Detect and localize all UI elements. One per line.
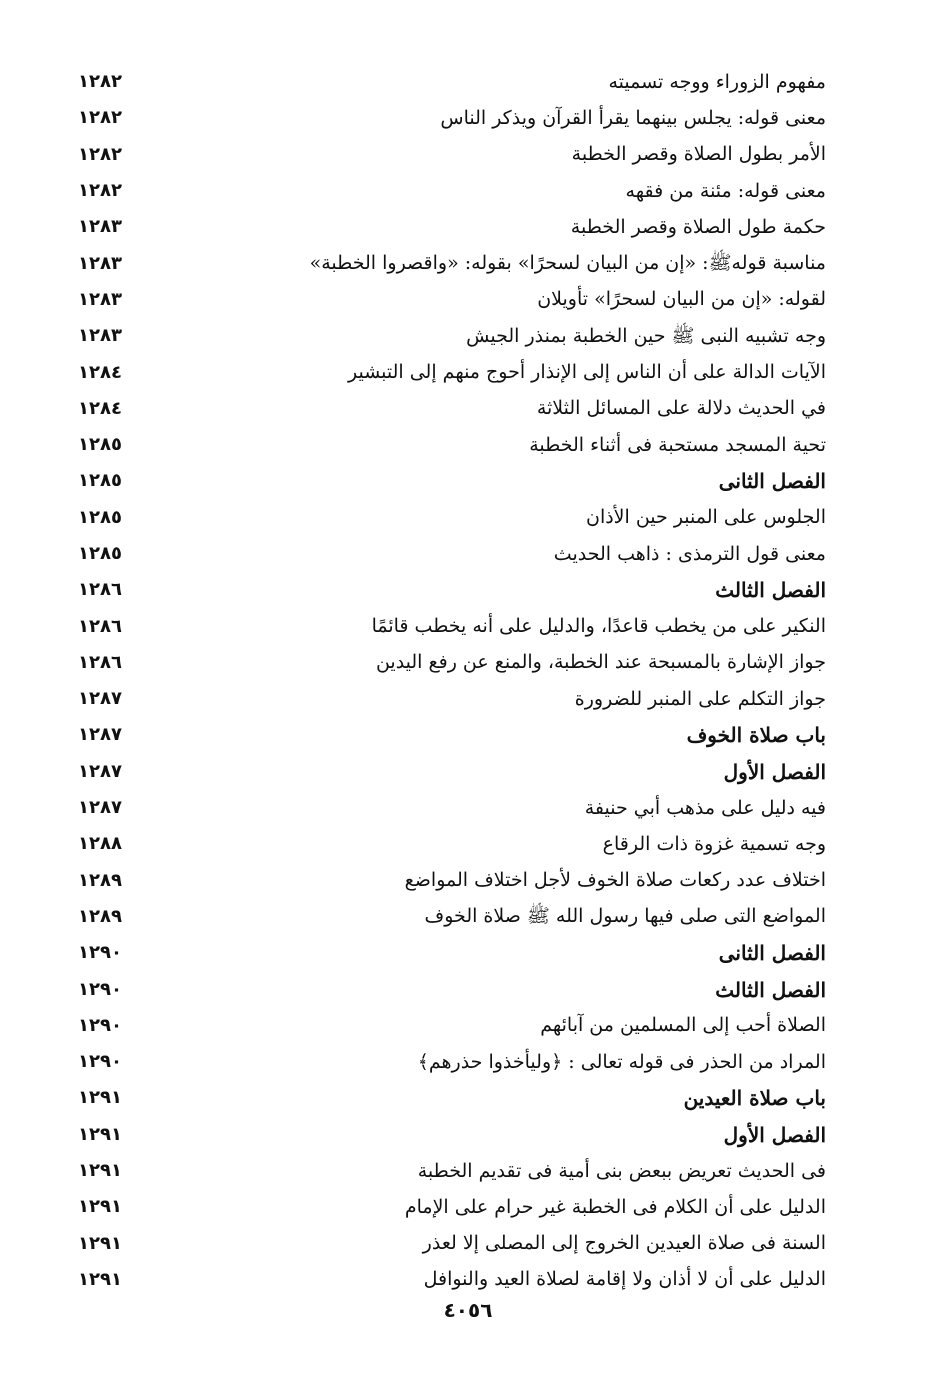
index-heading-row [78,754,826,790]
index-page-number: ١٢٨٧ [78,724,122,746]
index-entry-row [78,1008,826,1044]
index-page-number: ١٢٨٣ [78,216,122,238]
index-entry-row [78,645,826,681]
index-page-number: ١٢٨٩ [78,905,122,927]
index-page-number: ١٢٨٨ [78,833,122,855]
index-page-number: ١٢٩٠ [78,1014,122,1036]
index-heading-row [78,1080,826,1116]
index-entry-title: الآيات الدالة على أن الناس إلى الإنذار أحوج منهم إلى التبشير [347,361,826,384]
index-entry-row [78,1044,826,1080]
index-page-number: ١٢٨٥ [78,470,122,492]
index-heading-title: الفصل الثالث [715,977,826,1002]
index-entry-row [78,137,826,173]
index-entry-title: وجه تسمية غزوة ذات الرقاع [602,832,826,855]
index-heading-row [78,572,826,608]
index-page-number: ١٢٨٦ [78,615,122,637]
index-entry-title: الدليل على أن لا أذان ولا إقامة لصلاة العيد والنوافل [423,1268,826,1291]
index-page-number: ١٢٩١ [78,1268,122,1290]
index-entry-title: مفهوم الزوراء ووجه تسميته [608,70,826,93]
index-entry-title: حكمة طول الصلاة وقصر الخطبة [570,215,826,238]
index-page-number: ١٢٨٤ [78,361,122,383]
index-page-number: ١٢٨٩ [78,869,122,891]
index-heading-title: الفصل الثانى [718,941,826,966]
index-page-number: ١٢٨٣ [78,288,122,310]
index-entry-row [78,245,826,281]
index-page-number: ١٢٩١ [78,1087,122,1109]
index-heading-title: باب صلاة العيدين [683,1086,826,1111]
index-entry-row [78,500,826,536]
index-entry-row [78,1262,826,1298]
index-heading-row [78,717,826,753]
index-page-number: ١٢٩٠ [78,942,122,964]
index-heading-title: الفصل الأول [723,759,826,784]
index-heading-title: باب صلاة الخوف [686,723,826,748]
index-entry-row [78,173,826,209]
page-number: ٤٠٥٦ [443,1298,493,1322]
index-page-number: ١٢٨٢ [78,180,122,202]
index-entry-title: السنة فى صلاة العيدين الخروج إلى المصلى إلا لعذر [422,1232,826,1255]
index-heading-title: الفصل الثانى [718,469,826,494]
index-page-number: ١٢٩١ [78,1196,122,1218]
index-entry-row [78,1189,826,1225]
index-entry-title: المراد من الحذر فى قوله تعالى : ﴿وليأخذوا حذرهم﴾ [417,1050,826,1073]
index-entry-row [78,318,826,354]
index-page-number: ١٢٩١ [78,1123,122,1145]
index-entry-title: جواز التكلم على المنبر للضرورة [574,687,826,710]
index-entry-row [78,391,826,427]
index-entry-row [78,826,826,862]
index-entry-title: مناسبة قولهﷺ: «إن من البيان لسحرًا» بقوله: «واقصروا الخطبة» [309,252,826,275]
index-entry-row [78,899,826,935]
index-list [78,64,826,1298]
index-page-number: ١٢٨٢ [78,71,122,93]
index-entry-row [78,354,826,390]
index-entry-title: في الحديث دلالة على المسائل الثلاثة [536,397,826,420]
index-entry-row [78,536,826,572]
index-entry-title: وجه تشبيه النبى ﷺ حين الخطبة بمنذر الجيش [466,324,826,347]
index-entry-title: فيه دليل على مذهب أبي حنيفة [584,796,826,819]
index-entry-row [78,64,826,100]
index-entry-title: معنى قول الترمذى : ذاهب الحديث [553,542,826,565]
index-entry-row [78,427,826,463]
index-heading-row [78,935,826,971]
index-page-number: ١٢٨٦ [78,651,122,673]
index-page-number: ١٢٨٣ [78,325,122,347]
index-page-number: ١٢٨٧ [78,688,122,710]
index-entry-title: تحية المسجد مستحبة فى أثناء الخطبة [529,433,826,456]
index-entry-title: الصلاة أحب إلى المسلمين من آبائهم [540,1014,826,1037]
index-page-number: ١٢٩١ [78,1160,122,1182]
index-entry-title: النكير على من يخطب قاعدًا، والدليل على أنه يخطب قائمًا [371,615,826,638]
index-page-number: ١٢٨٣ [78,252,122,274]
index-heading-row [78,463,826,499]
index-page-number: ١٢٨٢ [78,107,122,129]
index-page-number: ١٢٨٥ [78,543,122,564]
index-entry-title: الجلوس على المنبر حين الأذان [585,506,826,529]
index-page-number: ١٢٨٦ [78,579,122,601]
index-page-number: ١٢٨٧ [78,797,122,819]
index-page-number: ١٢٩٠ [78,978,122,1000]
index-entry-row [78,681,826,717]
index-entry-row [78,282,826,318]
index-page-number: ١٢٨٤ [78,397,122,419]
index-entry-title: فى الحديث تعريض ببعض بنى أمية فى تقديم الخطبة [417,1159,826,1182]
index-heading-title: الفصل الأول [723,1122,826,1147]
index-entry-row [78,608,826,644]
index-page-number: ١٢٨٢ [78,143,122,165]
index-page-number: ١٢٨٥ [78,506,122,528]
index-entry-title: معنى قوله: يجلس بينهما يقرأ القرآن ويذكر الناس [440,106,826,129]
index-entry-title: معنى قوله: مئنة من فقهه [625,179,826,202]
index-entry-title: المواضع التى صلى فيها رسول الله ﷺ صلاة الخوف [424,905,826,928]
index-entry-row [78,1153,826,1189]
index-entry-title: الأمر بطول الصلاة وقصر الخطبة [571,143,826,166]
index-page-number: ١٢٩١ [78,1232,122,1254]
index-entry-row [78,100,826,136]
index-entry-row [78,790,826,826]
index-entry-row [78,863,826,899]
index-page-number: ١٢٩٠ [78,1051,122,1073]
index-entry-title: جواز الإشارة بالمسبحة عند الخطبة، والمنع عن رفع اليدين [375,651,826,674]
index-heading-row [78,971,826,1007]
index-page-number: ١٢٨٥ [78,434,122,456]
index-page-number: ١٢٨٧ [78,760,122,782]
index-entry-title: لقوله: «إن من البيان لسحرًا» تأويلان [537,288,826,311]
index-heading-title: الفصل الثالث [715,578,826,603]
index-entry-title: الدليل على أن الكلام فى الخطبة غير حرام على الإمام [404,1195,826,1218]
index-entry-title: اختلاف عدد ركعات صلاة الخوف لأجل اختلاف المواضع [404,869,826,892]
index-entry-row [78,209,826,245]
index-entry-row [78,1226,826,1262]
index-heading-row [78,1117,826,1153]
